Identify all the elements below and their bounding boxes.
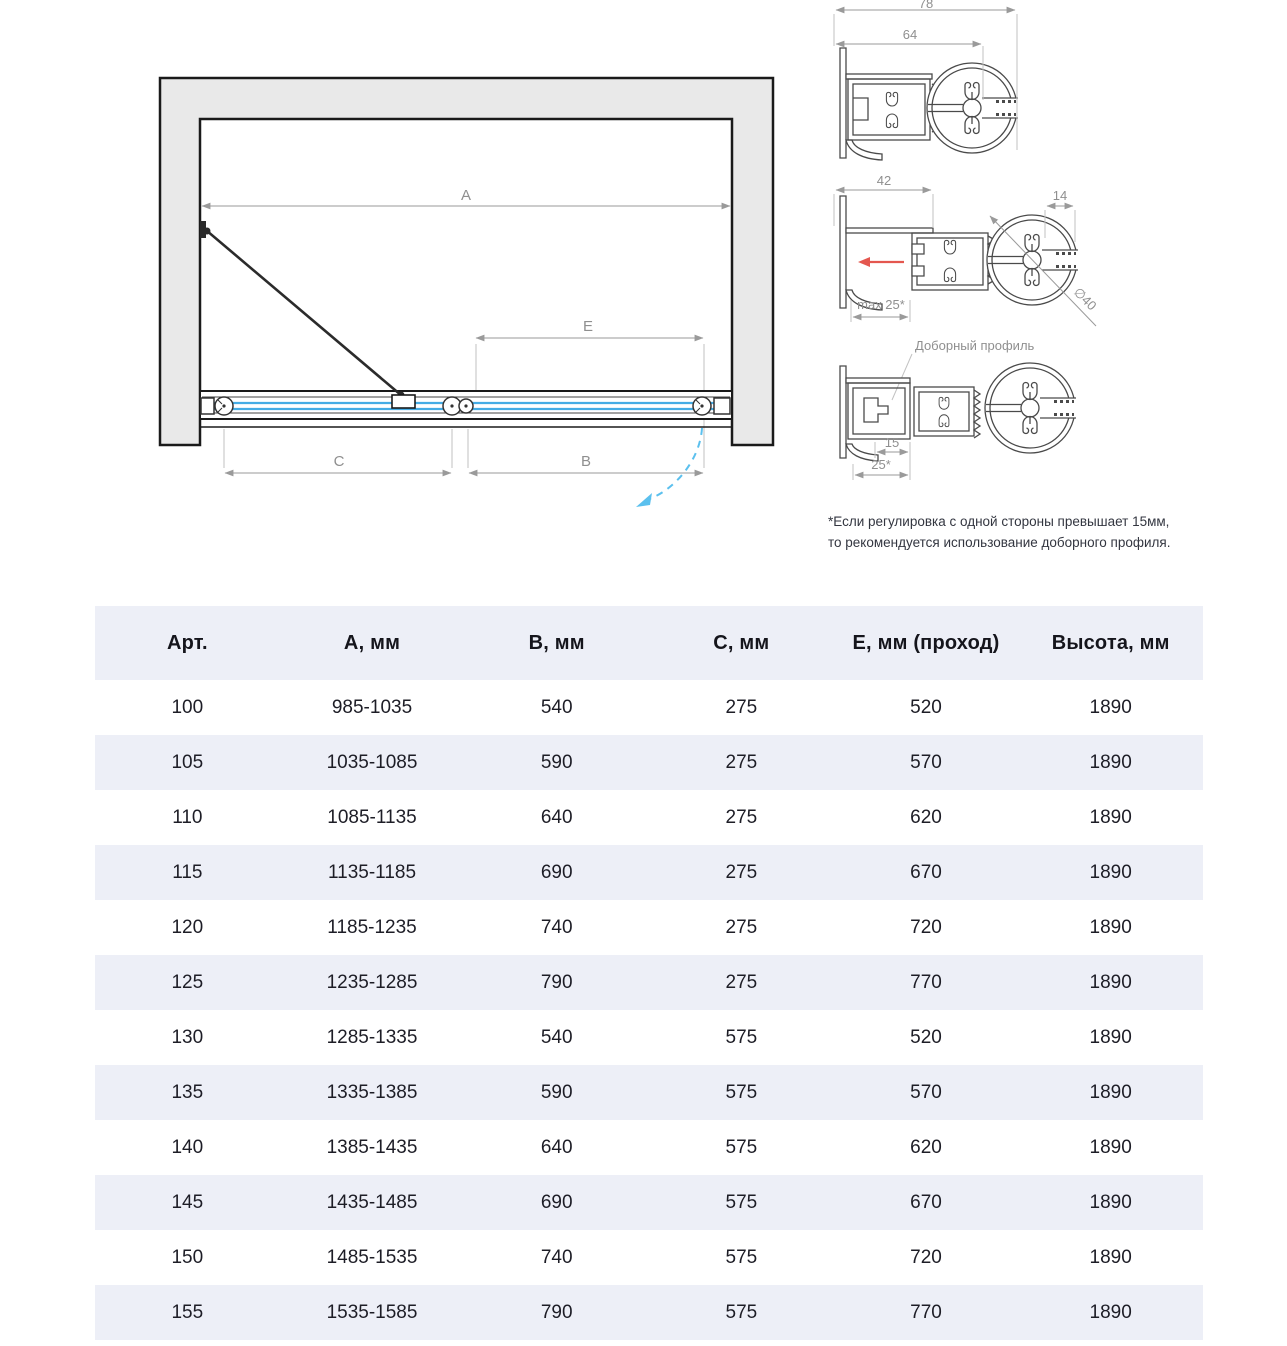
dimension-a bbox=[202, 187, 730, 206]
dimension-c-label: C bbox=[333, 453, 345, 470]
table-cell: 620 bbox=[910, 1136, 942, 1158]
table-cell: 1890 bbox=[1089, 806, 1132, 828]
dim-max25-label: max 25* bbox=[857, 297, 905, 312]
table-cell: 1385-1435 bbox=[326, 1136, 418, 1158]
table-row bbox=[95, 790, 1203, 845]
table-header-height: Высота, мм bbox=[1051, 631, 1170, 654]
table-row bbox=[95, 1010, 1203, 1065]
table-cell: 1285-1335 bbox=[326, 1026, 418, 1048]
table-cell: 575 bbox=[725, 1246, 758, 1268]
table-row bbox=[95, 845, 1203, 900]
table-header-row bbox=[95, 606, 1203, 680]
table-row bbox=[95, 1065, 1203, 1120]
table-header-b: В, мм bbox=[528, 631, 585, 654]
table-header-c: С, мм bbox=[713, 631, 770, 654]
table-cell: 1535-1585 bbox=[326, 1301, 418, 1323]
footnote-line-1: *Если регулировка с одной стороны превышает 15мм, bbox=[828, 514, 1170, 529]
table-cell: 690 bbox=[540, 861, 573, 883]
dim-25-label: 25* bbox=[871, 457, 891, 472]
table-cell: 1890 bbox=[1089, 1081, 1132, 1103]
table-cell: 120 bbox=[171, 916, 204, 938]
table-cell: 1890 bbox=[1089, 1301, 1132, 1323]
dim-78-label: 78 bbox=[918, 0, 934, 11]
tube-profile bbox=[985, 363, 1078, 453]
table-cell: 145 bbox=[171, 1191, 204, 1213]
dimension-a-label: A bbox=[460, 187, 472, 204]
table-cell: 275 bbox=[725, 696, 758, 718]
footnote-line-2: то рекомендуется использование доборного профиля. bbox=[828, 534, 1171, 550]
table-cell: 275 bbox=[725, 806, 758, 828]
table-cell: 130 bbox=[171, 1026, 204, 1048]
table-cell: 150 bbox=[171, 1246, 204, 1268]
table-cell: 115 bbox=[172, 861, 203, 883]
table-cell: 275 bbox=[725, 916, 758, 938]
table-cell: 1085-1135 bbox=[327, 806, 417, 828]
table-cell: 590 bbox=[540, 751, 573, 773]
wall-flange bbox=[840, 366, 846, 458]
table-cell: 1890 bbox=[1089, 1026, 1132, 1048]
table-cell: 1890 bbox=[1089, 1191, 1132, 1213]
table-cell: 640 bbox=[540, 1136, 573, 1158]
table-cell: 140 bbox=[171, 1136, 204, 1158]
left-end-bracket bbox=[201, 398, 214, 414]
table-cell: 575 bbox=[725, 1191, 758, 1213]
right-end-bracket bbox=[714, 398, 730, 414]
support-bar-bracket bbox=[392, 395, 415, 408]
plan-view-diagram bbox=[0, 0, 820, 606]
table-cell: 590 bbox=[540, 1081, 573, 1103]
dimension-c bbox=[225, 453, 451, 473]
table-cell: 1890 bbox=[1089, 971, 1132, 993]
table-cell: 575 bbox=[725, 1081, 758, 1103]
table-cell: 620 bbox=[910, 806, 942, 828]
table-row bbox=[95, 1230, 1203, 1285]
table-cell: 520 bbox=[910, 696, 942, 718]
dim-15-label: 15 bbox=[884, 435, 900, 450]
wall-flange bbox=[840, 196, 846, 308]
table-cell: 720 bbox=[910, 1246, 942, 1268]
table-cell: 100 bbox=[171, 696, 204, 718]
table-cell: 540 bbox=[540, 696, 573, 718]
table-cell: 540 bbox=[540, 1026, 573, 1048]
wall-flange bbox=[840, 48, 846, 158]
table-row bbox=[95, 680, 1203, 735]
profile-sections-diagram bbox=[820, 0, 1287, 505]
support-bar bbox=[200, 221, 415, 408]
table-cell: 575 bbox=[725, 1026, 758, 1048]
table-row bbox=[95, 900, 1203, 955]
table-cell: 790 bbox=[540, 1301, 573, 1323]
table-cell: 520 bbox=[910, 1026, 942, 1048]
table-header-a: А, мм bbox=[343, 631, 401, 654]
table-cell: 670 bbox=[910, 1191, 942, 1213]
profile-section-bottom bbox=[840, 338, 1078, 480]
table-cell: 1135-1185 bbox=[327, 861, 417, 883]
table-header-art: Арт. bbox=[166, 631, 208, 654]
technical-drawing-area bbox=[0, 0, 1287, 606]
table-cell: 575 bbox=[725, 1301, 758, 1323]
dim-14-label: 14 bbox=[1052, 188, 1068, 203]
table-cell: 105 bbox=[171, 751, 204, 773]
tube-profile bbox=[987, 215, 1080, 305]
table-cell: 1235-1285 bbox=[326, 971, 418, 993]
size-table bbox=[95, 606, 1203, 1340]
profile-section-middle bbox=[834, 173, 1100, 326]
table-cell: 740 bbox=[540, 916, 573, 938]
table-cell: 570 bbox=[910, 1081, 942, 1103]
dim-64-label: 64 bbox=[902, 27, 918, 42]
table-cell: 1890 bbox=[1089, 861, 1132, 883]
table-cell: 1890 bbox=[1089, 1246, 1132, 1268]
table-cell: 670 bbox=[910, 861, 942, 883]
table-cell: 1435-1485 bbox=[326, 1191, 418, 1213]
table-cell: 1890 bbox=[1089, 1136, 1132, 1158]
table-cell: 125 bbox=[171, 971, 204, 993]
table-cell: 1035-1085 bbox=[326, 751, 418, 773]
extension-profile-label: Доборный профиль bbox=[915, 338, 1035, 353]
table-cell: 985-1035 bbox=[331, 696, 413, 718]
footnote bbox=[828, 512, 1248, 554]
dim-42-label: 42 bbox=[876, 173, 892, 188]
table-cell: 790 bbox=[540, 971, 573, 993]
table-cell: 275 bbox=[725, 971, 758, 993]
table-cell: 1890 bbox=[1089, 696, 1132, 718]
table-body bbox=[95, 680, 1203, 1340]
table-cell: 575 bbox=[725, 1136, 758, 1158]
table-row bbox=[95, 955, 1203, 1010]
table-row bbox=[95, 1175, 1203, 1230]
table-cell: 275 bbox=[725, 861, 758, 883]
table-row bbox=[95, 735, 1203, 790]
dimension-b-label: B bbox=[580, 453, 592, 470]
table-cell: 770 bbox=[910, 971, 942, 993]
tube-profile bbox=[927, 63, 1020, 153]
dimension-e-label: E bbox=[582, 318, 594, 335]
dim-diameter-label: ∅40 bbox=[1070, 284, 1100, 314]
table-cell: 690 bbox=[540, 1191, 573, 1213]
table-cell: 135 bbox=[171, 1081, 204, 1103]
table-cell: 740 bbox=[540, 1246, 573, 1268]
table-cell: 110 bbox=[172, 806, 203, 828]
table-cell: 1890 bbox=[1089, 916, 1132, 938]
table-cell: 720 bbox=[910, 916, 942, 938]
table-row bbox=[95, 1285, 1203, 1340]
table-cell: 275 bbox=[725, 751, 758, 773]
door-swing-arrow bbox=[636, 428, 702, 507]
wall-plan bbox=[160, 78, 773, 445]
table-cell: 1485-1535 bbox=[326, 1246, 418, 1268]
table-cell: 1185-1235 bbox=[327, 916, 417, 938]
dimension-b bbox=[469, 453, 703, 473]
dimension-e bbox=[476, 318, 703, 338]
table-cell: 1335-1385 bbox=[326, 1081, 418, 1103]
table-cell: 1890 bbox=[1089, 751, 1132, 773]
table-cell: 640 bbox=[540, 806, 573, 828]
profile-section-top bbox=[834, 0, 1020, 160]
table-cell: 155 bbox=[171, 1301, 204, 1323]
table-row bbox=[95, 1120, 1203, 1175]
table-cell: 770 bbox=[910, 1301, 942, 1323]
table-cell: 570 bbox=[910, 751, 942, 773]
adjustment-arrow bbox=[858, 257, 904, 267]
table-header-e: Е, мм (проход) bbox=[852, 631, 1000, 654]
